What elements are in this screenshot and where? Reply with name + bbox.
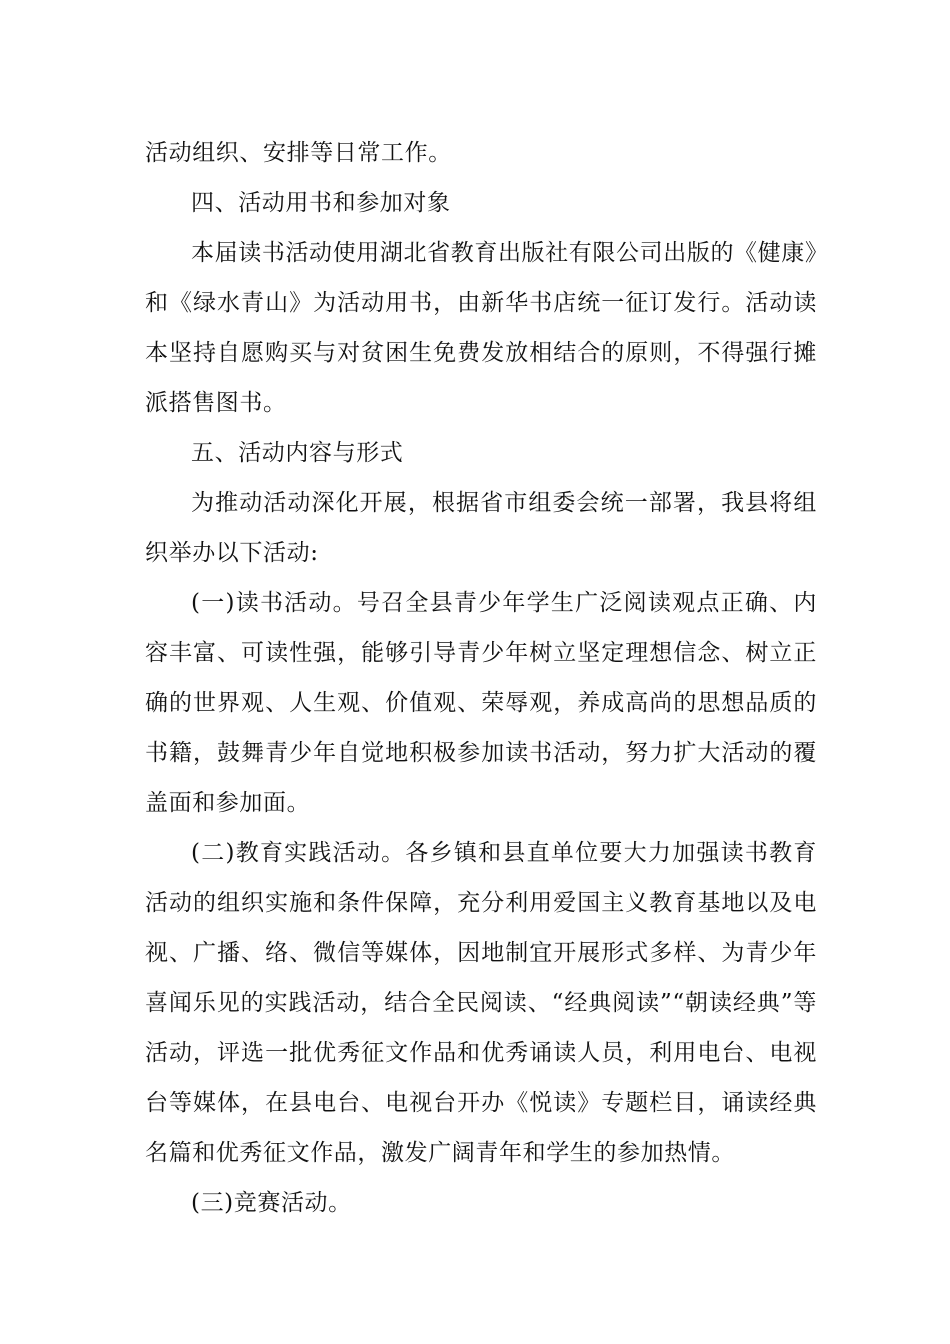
paragraph-continuation: 活动组织、安排等日常工作。 xyxy=(145,140,452,166)
paragraph-reading-activity: (一)读书活动。号召全县青少年学生广泛阅读观点正确、内容丰富、可读性强，能够引导青少年树立坚定理想信念、树立正确的世界观、人生观、价值观、荣辱观，养成高尚的思想品质的书籍，鼓舞青少年自觉地积极参加读书活动，努力扩大活动的覆盖面和参加面。 xyxy=(145,590,817,816)
document-body xyxy=(145,128,817,1228)
section-heading-five: 五、活动内容与形式 xyxy=(191,440,404,466)
section-heading-four: 四、活动用书和参加对象 xyxy=(191,190,451,216)
paragraph-books: 本届读书活动使用湖北省教育出版社有限公司出版的《健康》和《绿水青山》为活动用书，由新华书店统一征订发行。活动读本坚持自愿购买与对贫困生免费发放相结合的原则，不得强行摊派搭售图书。 xyxy=(145,240,817,416)
paragraph-competition: (三)竞赛活动。 xyxy=(191,1190,352,1216)
paragraph-intro: 为推动活动深化开展，根据省市组委会统一部署，我县将组织举办以下活动: xyxy=(145,490,817,566)
paragraph-practice-activity: (二)教育实践活动。各乡镇和县直单位要大力加强读书教育活动的组织实施和条件保障，充分利用爱国主义教育基地以及电视、广播、络、微信等媒体，因地制宜开展形式多样、为青少年喜闻乐见的实践活动，结合全民阅读、“经典阅读”“朝读经典”等活动，评选一批优秀征文作品和优秀诵读人员，利用电台、电视台等媒体，在县电台、电视台开办《悦读》专题栏目，诵读经典名篇和优秀征文作品，激发广阔青年和学生的参加热情。 xyxy=(145,840,817,1166)
